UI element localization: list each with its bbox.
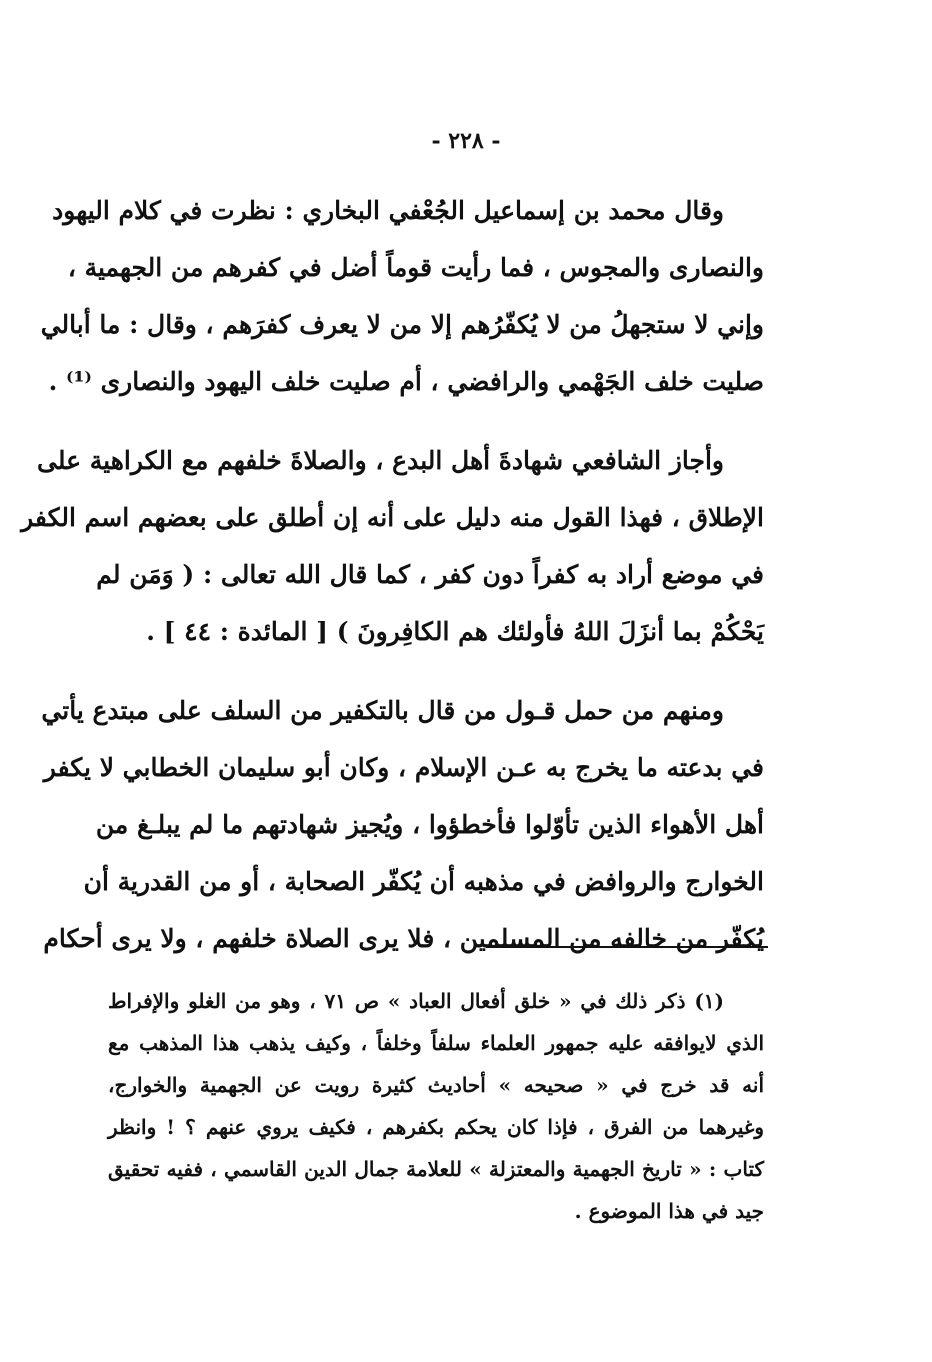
paragraph-1 [40, 182, 764, 410]
text-line: الإطلاق ، فهذا القول منه دليل على أنه إن أطلق على بعضهم اسم الكفر [21, 503, 764, 532]
text-line: وأجاز الشافعي شهادةَ أهل البدع ، والصلاةَ خلفهم مع الكراهية على [37, 446, 724, 475]
text-line: يَحْكُمْ بما أنزَلَ اللهُ فأولئك هم الكافِرونَ ) [ المائدة : ٤٤ ] . [146, 617, 764, 646]
text-line: وقال محمد بن إسماعيل الجُعْفي البخاري : نظرت في كلام اليهود [52, 196, 724, 225]
text-line: ومنهم من حمل قـول من قال بالتكفير من السلف على مبتدع يأتي [41, 696, 724, 725]
text-line: الخوارج والروافض في مذهبه أن يُكفّر الصحابة ، أو من القدرية أن [83, 867, 764, 896]
footnote-line: وغيرهما من الفرق ، فإذا كان يحكم بكفرهم ، فكيف يروي عنهم ؟ ! وانظر [108, 1115, 764, 1139]
footnote-line: جيد في هذا الموضوع . [574, 1199, 764, 1223]
footnote-line: كتاب : « تاريخ الجهمية والمعتزلة » للعلامة جمال الدين القاسمي ، ففيه تحقيق [108, 1157, 764, 1181]
text-line: يُكفّر من خالفه من المسلمين ، فلا يرى الصلاة خلفهم ، ولا يرى أحكام [43, 924, 764, 953]
text-line: في موضع أراد به كفراً دون كفر ، كما قال الله تعالى : ( وَمَن لم [96, 560, 764, 589]
footnote-divider [486, 946, 768, 948]
page-number: - ٢٢٨ - [431, 128, 501, 154]
paragraph-2 [21, 432, 764, 660]
text-line: وإني لا ستجهلُ من لا يُكفّرُهم إلا من لا يعرف كفرَهم ، وقال : ما أبالي [40, 310, 764, 339]
text-line: في بدعته ما يخرج به عـن الإسلام ، وكان أبو سليمان الخطابي لا يكفر [43, 753, 764, 782]
text-line: والنصارى والمجوس ، فما رأيت قوماً أضل في كفرهم من الجهمية ، [67, 253, 764, 282]
footnote-block [108, 980, 764, 1232]
footnote-line: (١) ذكر ذلك في « خلق أفعال العباد » ص ٧١ ، وهو من الغلو والإفراط [108, 989, 725, 1013]
paragraph-3 [41, 682, 764, 967]
main-text [21, 182, 764, 967]
text-line: صليت خلف الجَهْمي والرافضي ، أم صليت خلف اليهود والنصارى ⁽¹⁾ . [48, 367, 764, 396]
footnote-line: أنه قد خرج في « صحيحه » أحاديث كثيرة رويت عن الجهمية والخوارج، [108, 1073, 764, 1097]
footnote-line: الذي لايوافقه عليه جمهور العلماء سلفاً وخلفاً ، وكيف يذهب هذا المذهب مع [108, 1031, 764, 1055]
text-line: أهل الأهواء الذين تأوّلوا فأخطؤوا ، ويُجيز شهادتهم ما لم يبلـغ من [95, 810, 764, 839]
